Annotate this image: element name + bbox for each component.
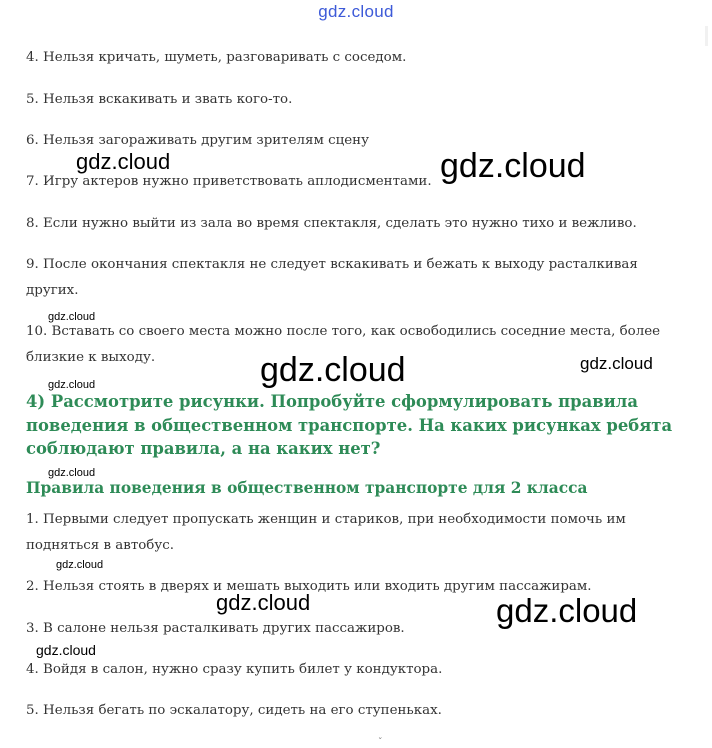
rule-item: 7. Игру актеров нужно приветствовать аплодисментами. [26,174,432,189]
rule-item: 5. Нельзя бегать по эскалатору, сидеть на его ступеньках. [26,703,442,718]
watermark: gdz.cloud [260,351,406,389]
rule-item: 1. Первыми следует пропускать женщин и стариков, при необходимости помочь им подняться в автобус. [26,512,626,553]
section-subheading: Правила поведения в общественном транспорте для 2 класса [26,479,588,497]
watermark: gdz.cloud [56,559,104,571]
site-logo[interactable]: gdz.cloud [318,2,394,21]
task-heading: 4) Рассмотрите рисунки. Попробуйте сформулировать правила поведения в общественном транспорте. На каких рисунках ребята соблюдают правила, а на каких нет? [26,392,673,458]
rule-item: 8. Если нужно выйти из зала во время спектакля, сделать это нужно тихо и вежливо. [26,216,637,231]
rule-item: 6. Нельзя загораживать другим зрителям сцену [26,133,369,148]
rule-item: 4. Войдя в салон, нужно сразу купить билет у кондуктора. [26,662,443,677]
watermark: gdz.cloud [48,311,96,323]
watermark: gdz.cloud [76,149,171,174]
watermark: gdz.cloud [48,379,96,391]
rule-item: 10. Вставать со своего места можно после того, как освободились соседние места, более близкие к выходу. [26,324,661,365]
rule-item: 3. В салоне нельзя расталкивать других пассажиров. [26,621,405,636]
rule-item: 2. Нельзя стоять в дверях и мешать выходить или входить другим пассажирам. [26,579,592,594]
caret-icon: ˇ [378,738,383,748]
watermark: gdz.cloud [496,592,638,629]
watermark: gdz.cloud [440,147,586,185]
watermark: gdz.cloud [216,590,311,615]
rule-item: 5. Нельзя вскакивать и звать кого-то. [26,92,293,107]
watermark: gdz.cloud [36,642,96,658]
watermark: gdz.cloud [580,354,653,373]
watermark: gdz.cloud [48,467,96,479]
rule-item: 9. После окончания спектакля не следует вскакивать и бежать к выходу расталкивая других. [26,257,638,298]
rule-item: 4. Нельзя кричать, шуметь, разговаривать с соседом. [26,50,407,65]
scrollbar-track[interactable] [705,26,708,46]
